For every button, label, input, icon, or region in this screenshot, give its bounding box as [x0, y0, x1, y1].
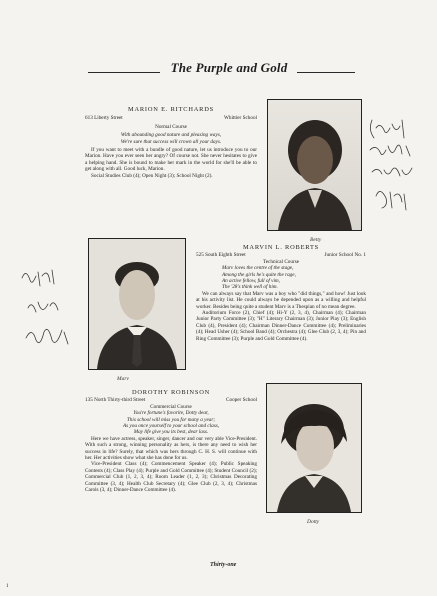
photo-caption: Dotty: [307, 519, 320, 525]
entry-name: DOROTHY ROBINSON: [131, 389, 211, 396]
entry-marion: [85, 107, 257, 179]
entry-address: 135 North Thirty-third Street: [85, 397, 146, 404]
entry-marvin: [196, 245, 366, 342]
header-rule-right: [297, 72, 355, 73]
entry-address: 525 South Eighth Street: [196, 252, 246, 259]
page-header-title: The Purple and Gold: [170, 60, 288, 75]
entry-activities: Social Studies Club (4); Open Night (3); School Night (2).: [91, 172, 213, 179]
handwritten-signature: [366, 110, 418, 220]
entry-quote: You're fortune's favorite, Dotty dear, This school will miss you for many a year; As you once yourself to your school and class, May life give you its best, dear lass.: [122, 410, 220, 436]
entry-school: Junior School No. 1: [324, 252, 366, 259]
entry-course: Technical Course: [262, 258, 300, 265]
entry-school: Cooper School: [226, 397, 257, 404]
entry-name: MARVIN L. ROBERTS: [242, 244, 320, 251]
entry-course: Normal Course: [155, 123, 187, 130]
entry-activities: Auditorium Force (2), Chief (4); Hi-Y (2, 3, 4), Chairman (4); Chairman Junior Party Committee (3); "H" Literary Chairman (3); Junior Play (3); English Club (4), President (4); Chairman Dinner-Dance Committee (4); Preliminaries (4); Head Usher (4); School Band (4); Orchestra (4); Glee Club (2, 3, 4); Pin and Ring Committee (3); Purple and Gold Committee (4).: [196, 310, 366, 342]
entry-activities: Vice-President Class (4); Commencement Speaker (4); Public Speaking Contests (4); Class Play (4); Purple and Gold Committee (4); Student Council (2); Commercial Club (1, 2, 3, 4); Room Leader (1, 2, 3); Christmas Decorating Committee (3, 4); Health Club Secretary (4); Glee Club (2, 3, 4); Christmas Carols (3, 4); Dinner-Dance Committee (4).: [85, 461, 257, 494]
entry-bio: We can always say that Marv was a boy who "did things," and how! Just look at his activity list. He could always be depended upon as a willing and helpful worker. Besides being quite a student Marv is a Thespian of no mean degree.: [196, 290, 366, 310]
entry-quote: Marv loves the centre of the stage, Among the girls he's quite the rage, An active fellow, full of vim, The '28's think well of him.: [222, 265, 296, 291]
entry-dorothy: [85, 390, 257, 494]
handwritten-signature: [18, 262, 78, 352]
portrait-photo: [267, 99, 362, 231]
page-folio: Thirty-one: [210, 562, 237, 568]
portrait-photo: [88, 238, 186, 370]
entry-bio: Here we have actress, speaker, singer, dancer and our very able Vice-President. With such a strong, winning personality as hers, is there any need to wish her success in life? Surely, that which was hers through C. H. S. will continue with her. Her activities show what she has done for us.: [85, 435, 257, 462]
entry-name: MARION E. RITCHARDS: [127, 106, 215, 113]
entry-address: 613 Liberty Street: [85, 115, 123, 122]
entry-bio: If you want to meet with a bundle of good nature, let us introduce you to our Marion. Have you ever seen her angry? Of course not. She never hesitates to give a helping hand. She is bound to make her mark in the world for she'll be able to get along with all. Good luck, Marion.: [85, 147, 257, 173]
entry-school: Whittier School: [224, 115, 257, 122]
header-rule-left: [88, 72, 160, 73]
page-number: 1: [6, 584, 9, 589]
photo-caption: Betty: [310, 237, 322, 243]
portrait-photo: [266, 383, 362, 513]
entry-quote: With abounding good nature and pleasing ways, We're sure that success will crown all your days.: [120, 132, 222, 145]
photo-caption: Marv: [117, 376, 129, 382]
entry-course: Commercial Course: [150, 403, 192, 410]
